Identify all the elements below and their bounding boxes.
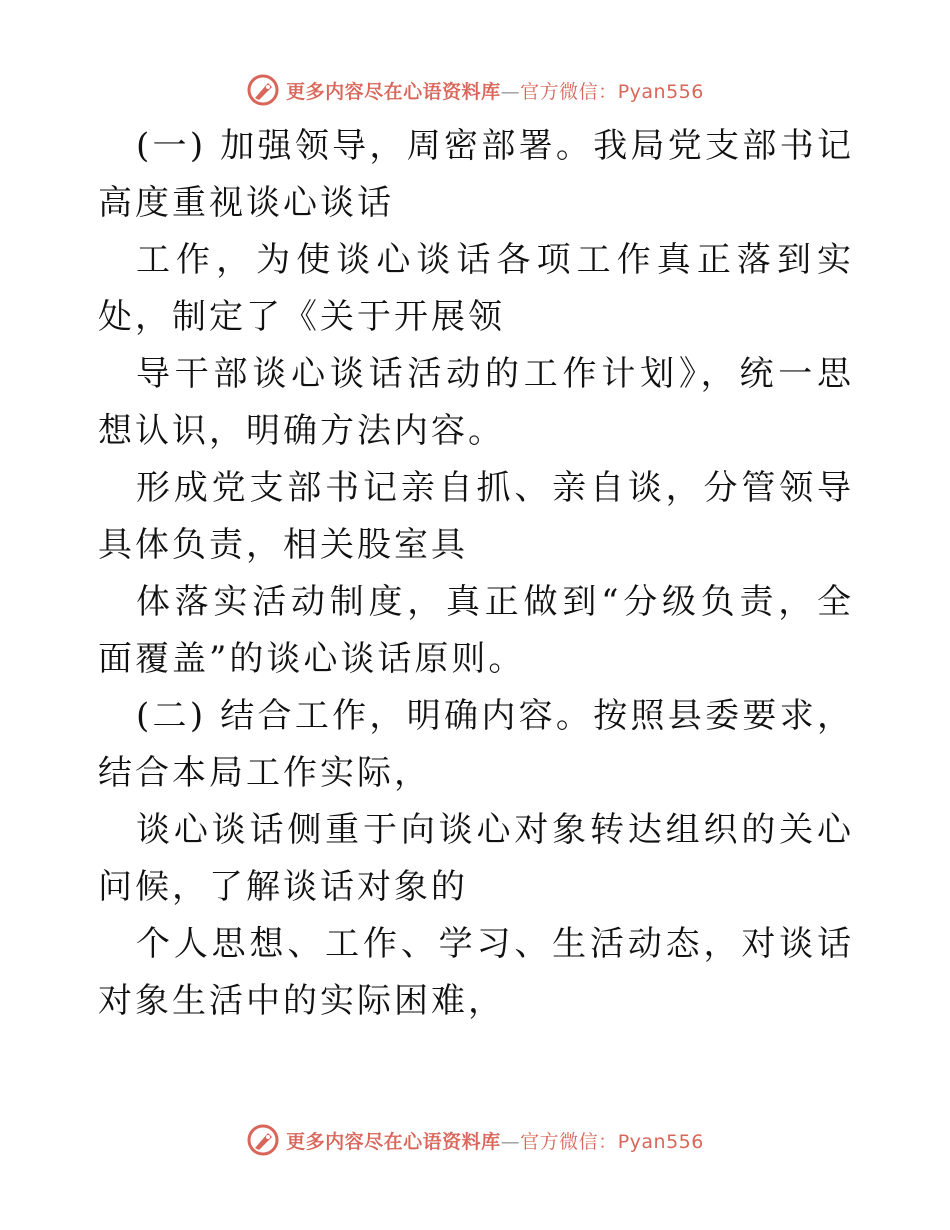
header-separator: — — [500, 80, 521, 103]
header-wechat-label: 官方微信： — [520, 80, 618, 103]
footer-brand: 更多内容尽在心语资料库 — [286, 1130, 501, 1153]
footer-wechat-label: 官方微信： — [520, 1130, 618, 1153]
footer-banner-text — [286, 1127, 704, 1154]
paragraph: 工作，为使谈心谈话各项工作真正落到实处，制定了《关于开展领 — [98, 240, 854, 337]
pen-nib-logo-icon — [246, 1123, 280, 1157]
paragraph: 谈心谈话侧重于向谈心对象转达组织的关心问候，了解谈话对象的 — [98, 810, 854, 907]
document-body — [98, 118, 854, 1030]
paragraph: (二) 结合工作，明确内容。按照县委要求，结合本局工作实际， — [98, 696, 854, 793]
footer-separator: — — [500, 1130, 521, 1153]
paragraph: 导干部谈心谈话活动的工作计划》，统一思想认识，明确方法内容。 — [98, 354, 854, 451]
header-wechat-id: Pyan556 — [617, 80, 704, 103]
paragraph: 体落实活动制度，真正做到“分级负责，全面覆盖”的谈心谈话原则。 — [98, 582, 854, 679]
header-banner — [0, 70, 950, 110]
paragraph: 个人思想、工作、学习、生活动态，对谈话对象生活中的实际困难， — [98, 924, 854, 1021]
paragraph: 形成党支部书记亲自抓、亲自谈，分管领导具体负责，相关股室具 — [98, 468, 854, 565]
pen-nib-logo-icon — [246, 73, 280, 107]
footer-wechat-id: Pyan556 — [617, 1130, 704, 1153]
footer-banner — [0, 1120, 950, 1160]
header-banner-text — [286, 77, 704, 104]
paragraph: (一) 加强领导，周密部署。我局党支部书记高度重视谈心谈话 — [98, 126, 854, 223]
header-brand: 更多内容尽在心语资料库 — [286, 80, 501, 103]
